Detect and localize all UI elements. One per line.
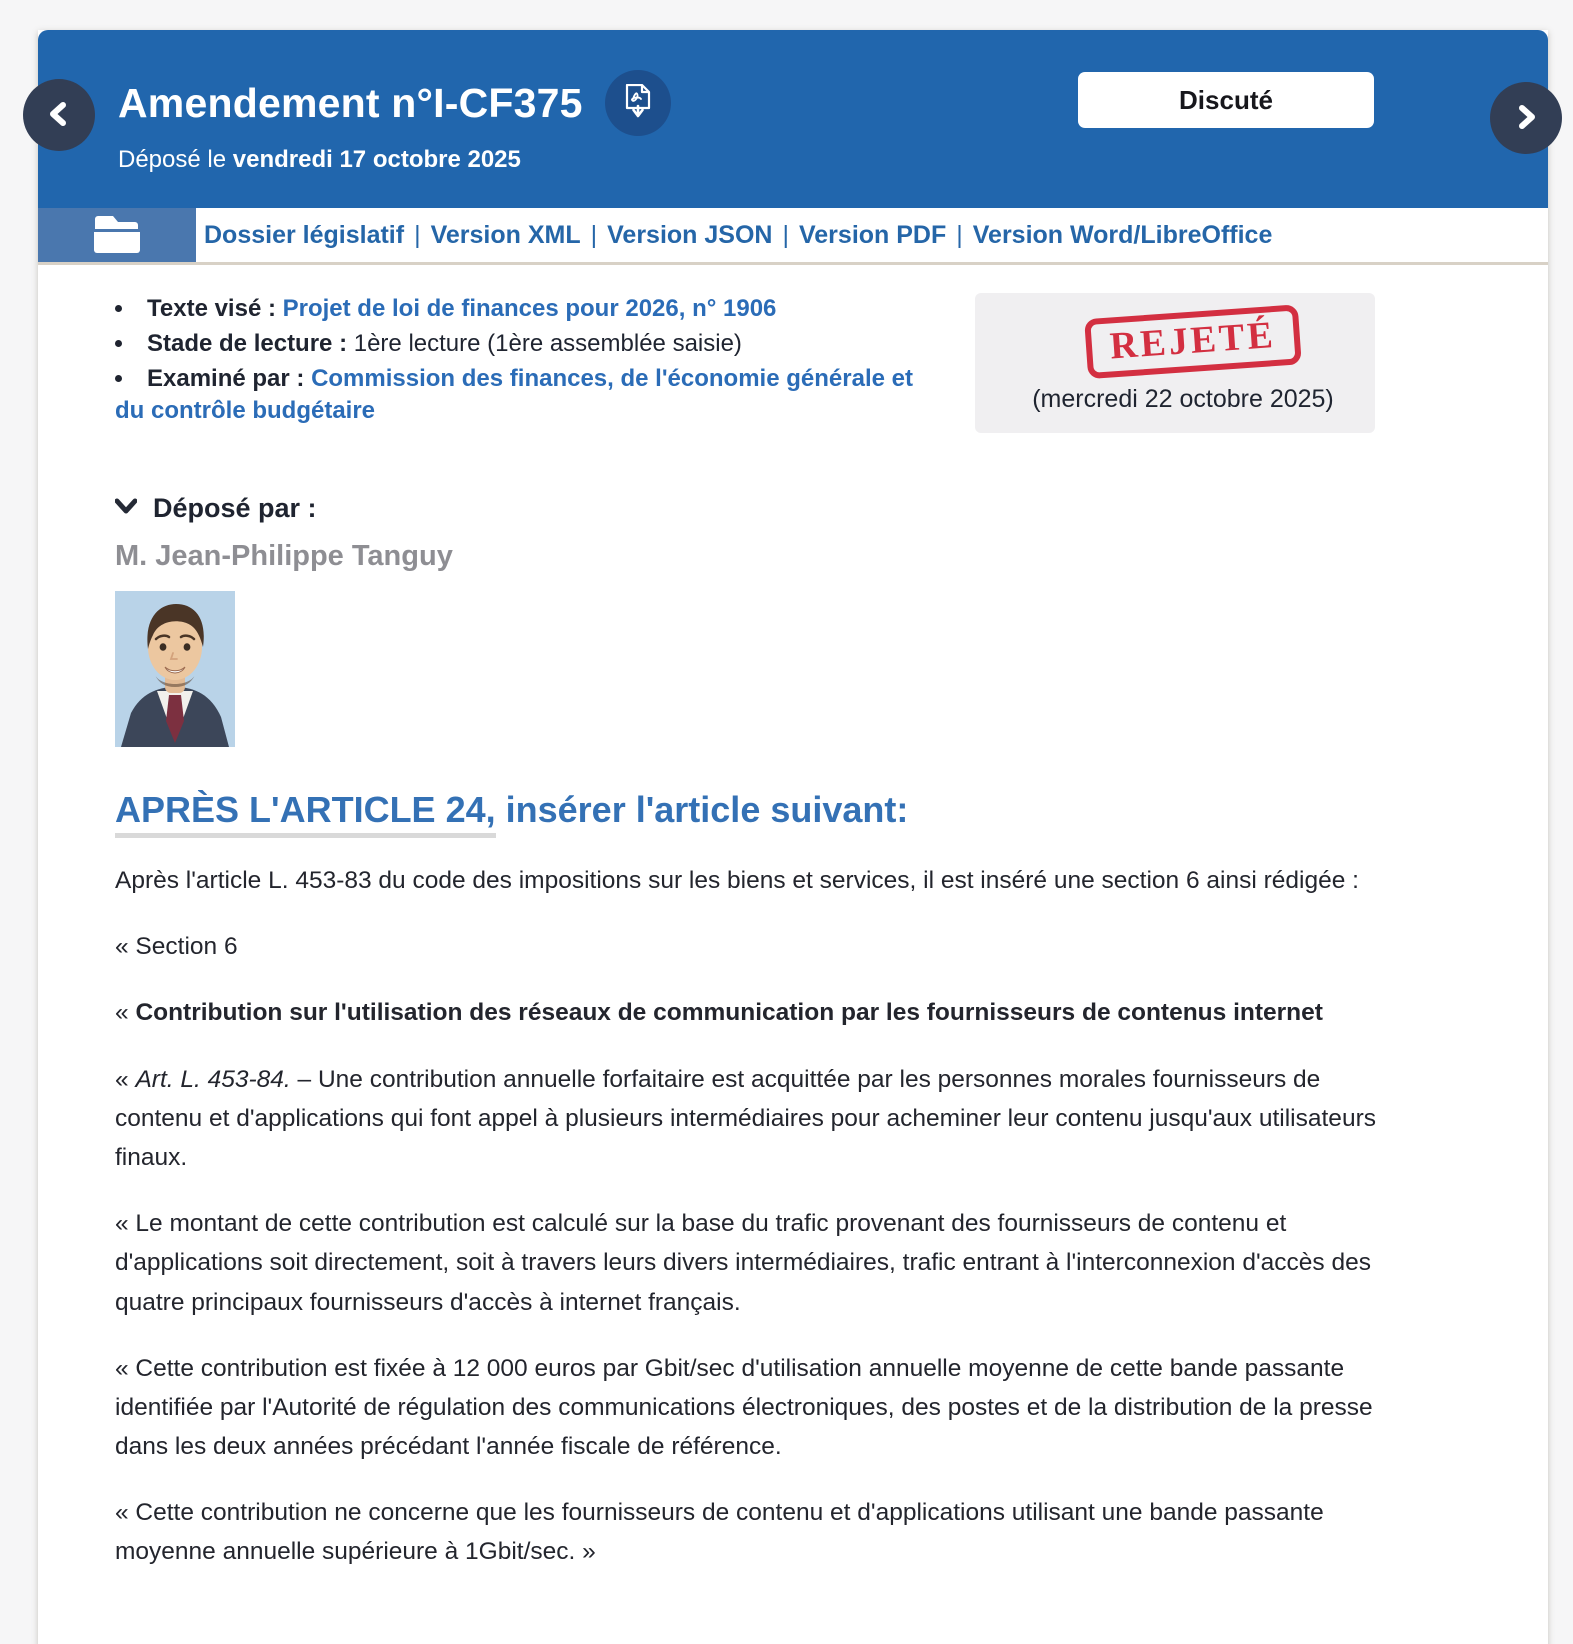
previous-amendment-button[interactable] [23, 79, 95, 151]
amendment-paragraph-3: « Art. L. 453-84. – Une contribution annuelle forfaitaire est acquittée par les personnes morales fournisseurs de contenu et d'applications qui font appel à plusieurs intermédiaires pour acheminer leur contenu jusqu'aux utilisateurs finaux. [115, 1065, 1376, 1171]
rejected-stamp: REJETÉ [1084, 304, 1301, 379]
meta-item-label: Stade de lecture : [147, 329, 354, 357]
chevron-down-icon [115, 498, 137, 519]
meta-row [115, 293, 1408, 433]
pdf-download-icon [623, 84, 653, 123]
version-links [196, 208, 1548, 262]
amendment-paragraph-5: « Cette contribution est fixée à 12 000 euros par Gbit/sec d'utilisation annuelle moyenne de cette bande passante identifiée par l'Autorité de régulation des communications électroniques, des postes et de la distribution de la presse dans les deux années précédant l'année fiscale de référence. [115, 1354, 1373, 1461]
amendment-paragraph-1: « Section 6 [115, 933, 238, 961]
deposit-date [118, 146, 1548, 174]
version-link-2[interactable]: Version JSON [607, 220, 773, 249]
amendment-header [38, 30, 1548, 208]
chevron-right-icon [1511, 102, 1541, 135]
meta-item-value: 1ère lecture (1ère assemblée saisie) [353, 329, 742, 357]
link-separator: | [782, 220, 789, 249]
amendment-body [38, 265, 1548, 1644]
version-link-0[interactable]: Dossier législatif [204, 220, 405, 249]
version-bar [38, 208, 1548, 265]
meta-item-label: Texte visé : [147, 295, 283, 322]
status-discute-button[interactable]: Discuté [1078, 72, 1374, 128]
author-section [115, 493, 1408, 747]
amendment-card [38, 30, 1548, 1644]
amendment-paragraph-2: « Contribution sur l'utilisation des réseaux de communication par les fournisseurs de contenus internet [115, 999, 1323, 1027]
pdf-download-button[interactable] [605, 70, 671, 136]
article-heading [115, 789, 1408, 831]
article-heading-link[interactable]: APRÈS L'ARTICLE 24, [115, 789, 496, 838]
author-name: M. Jean-Philippe Tanguy [115, 540, 453, 572]
deposit-date-value: vendredi 17 octobre 2025 [232, 146, 521, 173]
version-link-1[interactable]: Version XML [430, 220, 581, 249]
amendment-paragraph-6: « Cette contribution ne concerne que les fournisseurs de contenu et d'applications utilisant une bande passante moyenne annuelle supérieure à 1Gbit/sec. » [115, 1499, 1324, 1566]
meta-item-link[interactable]: Projet de loi de finances pour 2026, n° 1906 [282, 295, 777, 322]
meta-list [115, 293, 975, 430]
amendment-paragraph-0: Après l'article L. 453-83 du code des impositions sur les biens et services, il est inséré une section 6 ainsi rédigée : [115, 867, 1359, 894]
amendment-paragraph-4: « Le montant de cette contribution est calculé sur la base du trafic provenant des fournisseurs de contenu et d'applications soit directement, soit à travers leurs divers intermédiaires, trafic entrant à l'interconnexion d'accès des quatre principaux fournisseurs d'accès à internet français. [115, 1210, 1371, 1316]
link-separator: | [956, 220, 963, 249]
page-title: Amendement n°I-CF375 [118, 79, 583, 126]
rejected-date: (mercredi 22 octobre 2025) [1032, 384, 1334, 413]
meta-item-label: Examiné par : [147, 364, 312, 392]
deposit-date-prefix: Déposé le [118, 146, 233, 173]
next-amendment-button[interactable] [1490, 82, 1562, 154]
folder-icon [91, 212, 143, 259]
meta-item-1 [115, 328, 945, 360]
decision-card [975, 293, 1375, 433]
link-separator: | [414, 220, 421, 249]
deposed-by-toggle[interactable] [115, 493, 1408, 524]
amendment-text [115, 861, 1408, 1572]
author-photo[interactable] [115, 591, 235, 747]
dossier-folder-button[interactable] [38, 208, 196, 262]
meta-item-2 [115, 363, 945, 427]
chevron-left-icon [44, 99, 74, 132]
article-heading-rest: insérer l'article suivant: [495, 789, 909, 830]
deposed-by-label: Déposé par : [153, 493, 317, 523]
version-link-4[interactable]: Version Word/LibreOffice [972, 220, 1273, 249]
link-separator: | [590, 220, 598, 249]
meta-item-0 [115, 293, 945, 325]
version-link-3[interactable]: Version PDF [798, 220, 947, 249]
meta-item-link[interactable]: Commission des finances, de l'économie générale et du contrôle budgétaire [115, 364, 913, 424]
